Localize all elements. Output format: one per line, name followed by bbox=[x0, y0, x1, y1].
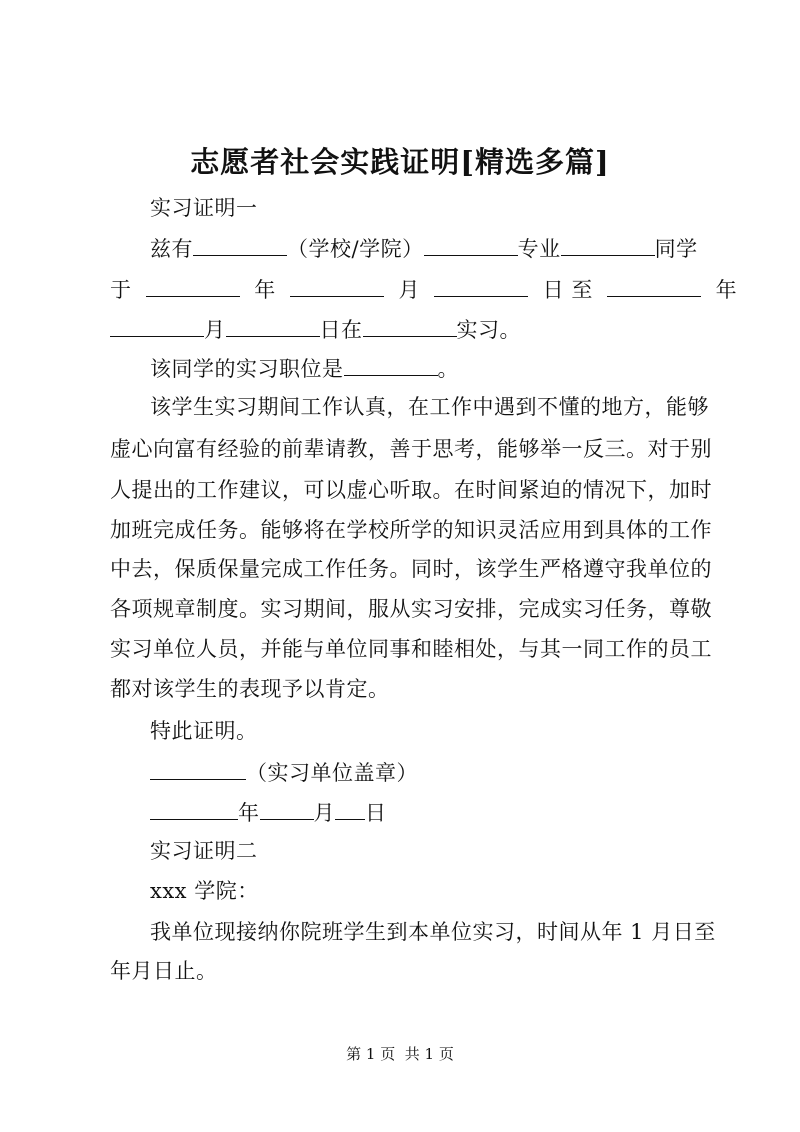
blank-field bbox=[150, 757, 246, 780]
fill-text: 年 bbox=[715, 278, 738, 302]
body-line: 中去，保质保量完成工作任务。同时，该学生严格遵守我单位的 bbox=[110, 557, 712, 581]
fill-text: 年 bbox=[238, 801, 260, 825]
fill-text: 兹有 bbox=[150, 237, 193, 261]
fill-text: 实习。 bbox=[456, 318, 521, 342]
fill-text: 日 至 bbox=[542, 278, 593, 302]
seal-line bbox=[150, 757, 700, 788]
section-heading-2: 实习证明二 bbox=[150, 839, 258, 863]
section-heading-1: 实习证明一 bbox=[150, 196, 258, 220]
body-line: 各项规章制度。实习期间，服从实习安排，完成实习任务，尊敬 bbox=[110, 597, 712, 621]
document-title: 志愿者社会实践证明[精选多篇] bbox=[190, 145, 610, 179]
blank-field bbox=[561, 233, 655, 256]
blank-field bbox=[363, 314, 457, 337]
fill-text: 同学 bbox=[654, 237, 698, 261]
blank-field bbox=[110, 314, 204, 337]
blank-field bbox=[607, 274, 701, 297]
body2-line: 年月日止。 bbox=[110, 959, 218, 983]
blank-field bbox=[290, 274, 384, 297]
blank-field bbox=[226, 314, 320, 337]
body-line: 该学生实习期间工作认真，在工作中遇到不懂的地方，能够 bbox=[150, 395, 709, 419]
fill-text: 。 bbox=[437, 357, 459, 381]
fill-text: 日在 bbox=[319, 318, 363, 342]
fill-text: 该同学的实习职位是 bbox=[150, 357, 344, 381]
fill-text: 日 bbox=[365, 801, 387, 825]
blank-field bbox=[260, 797, 314, 820]
blank-field bbox=[344, 353, 438, 376]
body-line: 加班完成任务。能够将在学校所学的知识灵活应用到具体的工作 bbox=[110, 518, 712, 542]
fill-text: 月 bbox=[313, 801, 335, 825]
seal-text: （实习单位盖章） bbox=[246, 761, 418, 785]
fill-text: 年 bbox=[254, 278, 276, 302]
addressee: xxx 学院： bbox=[150, 879, 259, 903]
position-line bbox=[150, 353, 700, 384]
fill-line-3 bbox=[110, 314, 700, 345]
blank-field bbox=[193, 233, 287, 256]
body-line: 都对该学生的表现予以肯定。 bbox=[110, 677, 390, 701]
fill-text: 月 bbox=[398, 278, 420, 302]
blank-field bbox=[434, 274, 528, 297]
fill-line-1 bbox=[150, 233, 700, 264]
closing-text: 特此证明。 bbox=[150, 719, 258, 743]
blank-field bbox=[424, 233, 518, 256]
body2-line: 我单位现接纳你院班学生到本单位实习，时间从年 1 月日至 bbox=[150, 920, 716, 944]
blank-field bbox=[146, 274, 240, 297]
blank-field bbox=[150, 797, 238, 820]
fill-text: （学校/学院） bbox=[287, 237, 424, 261]
body-line: 实习单位人员，并能与单位同事和睦相处，与其一同工作的员工 bbox=[110, 637, 712, 661]
fill-text: 于 bbox=[110, 278, 132, 302]
fill-text: 月 bbox=[204, 318, 226, 342]
fill-text: 专业 bbox=[517, 237, 561, 261]
page-footer: 第 1 页 共 1 页 bbox=[346, 1045, 454, 1063]
fill-line-2 bbox=[110, 274, 738, 305]
body-line: 虚心向富有经验的前辈请教，善于思考，能够举一反三。对于别 bbox=[110, 437, 712, 461]
body-line: 人提出的工作建议，可以虚心听取。在时间紧迫的情况下，加时 bbox=[110, 478, 712, 502]
date-line bbox=[150, 797, 700, 828]
blank-field bbox=[335, 797, 365, 820]
